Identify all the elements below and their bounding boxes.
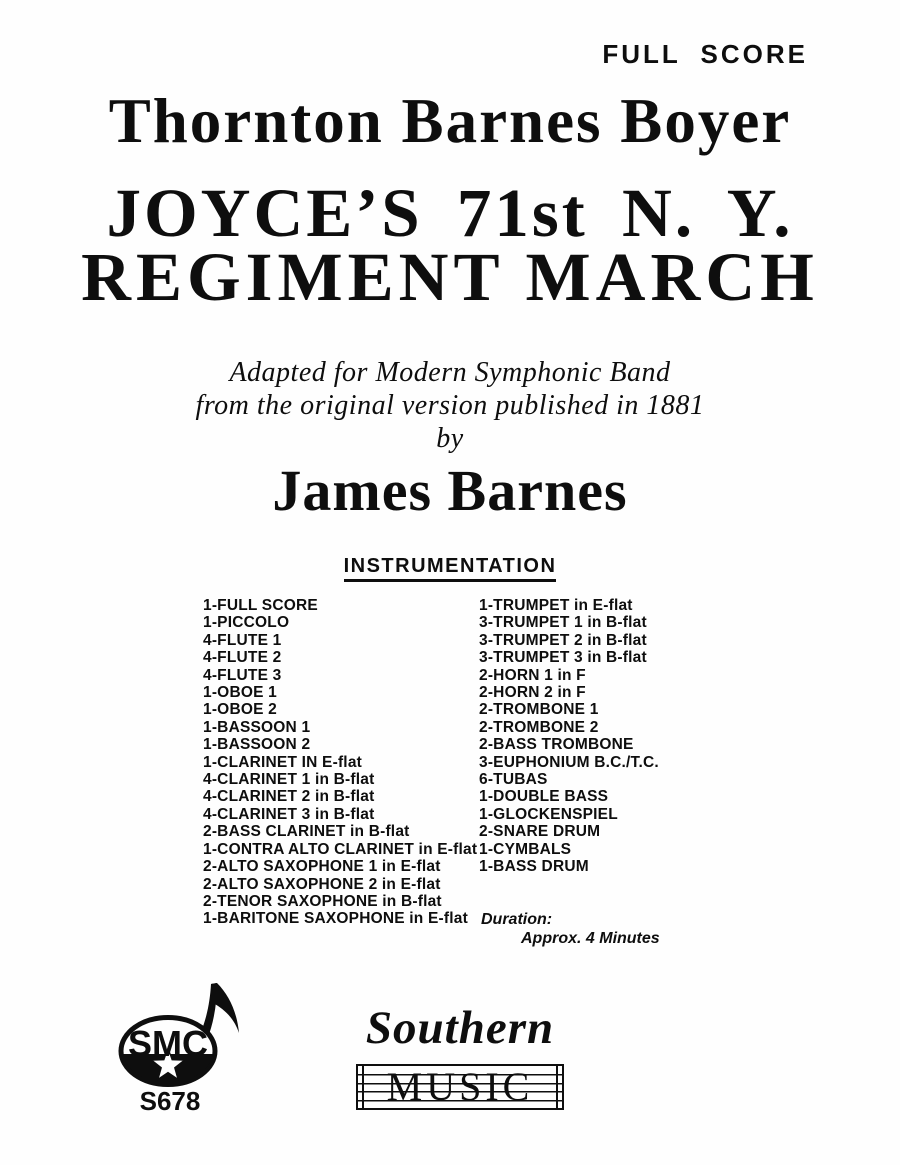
instrumentation-right-column <box>479 597 659 876</box>
instrument-line: 4-FLUTE 3 <box>203 666 282 684</box>
instrument-line: 1-DOUBLE BASS <box>479 788 609 806</box>
instrument-line: 1-BARITONE SAXOPHONE in E-flat <box>203 910 468 928</box>
instrument-line: 1-BASSOON 2 <box>203 736 311 754</box>
adaptation-note-line-2: from the original version published in 1881 <box>195 390 705 421</box>
adaptation-note-line-1: Adapted for Modern Symphonic Band <box>229 357 671 388</box>
instrument-line: 4-CLARINET 2 in B-flat <box>203 788 375 806</box>
instrument-line: 6-TUBAS <box>479 771 548 789</box>
instrument-line: 4-FLUTE 1 <box>203 631 282 649</box>
publisher-name-block: MUSIC <box>386 1064 534 1109</box>
instrument-line: 2-TROMBONE 2 <box>479 718 599 736</box>
catalog-number: S678 <box>139 1086 201 1116</box>
adaptation-note <box>0 356 900 455</box>
instrument-line: 2-SNARE DRUM <box>479 823 601 841</box>
instrument-line: 1-OBOE 1 <box>203 684 277 702</box>
duration-note <box>481 910 660 948</box>
instrument-line: 4-FLUTE 2 <box>203 649 282 667</box>
instrument-line: 2-ALTO SAXOPHONE 1 in E-flat <box>203 858 441 876</box>
smc-monogram: SMC <box>128 1023 208 1064</box>
duration-value: Approx. 4 Minutes <box>521 930 660 947</box>
instrumentation-heading: INSTRUMENTATION <box>0 555 900 582</box>
instrument-line: 2-TROMBONE 1 <box>479 701 599 719</box>
instrument-line: 1-OBOE 2 <box>203 701 277 719</box>
composer-name: Thornton Barnes Boyer <box>108 86 792 156</box>
instrument-line: 2-HORN 1 in F <box>479 666 586 684</box>
instrument-line: 2-HORN 2 in F <box>479 684 586 702</box>
instrument-line: 2-TENOR SAXOPHONE in B-flat <box>203 892 442 910</box>
instrument-line: 1-CYMBALS <box>479 840 572 858</box>
instrument-line: 1-CONTRA ALTO CLARINET in E-flat <box>203 840 478 858</box>
instrument-line: 3-TRUMPET 2 in B-flat <box>479 631 647 649</box>
adaptation-note-line-3: by <box>436 423 464 454</box>
publisher-name-script: Southern <box>365 1002 555 1054</box>
title-line-1: JOYCE’S 71st N. Y. <box>106 175 794 251</box>
instrument-line: 2-ALTO SAXOPHONE 2 in E-flat <box>203 875 441 893</box>
title-line-2: REGIMENT MARCH <box>81 239 819 315</box>
instrument-line: 1-BASS DRUM <box>479 858 589 876</box>
publisher-name-staff-box <box>356 1064 564 1110</box>
instrument-line: 1-TRUMPET in E-flat <box>479 597 633 614</box>
instrument-line: 3-EUPHONIUM B.C./T.C. <box>479 753 659 771</box>
instrumentation-left-column <box>203 597 477 928</box>
instrument-line: 1-CLARINET IN E-flat <box>203 753 362 771</box>
edition-label: FULL SCORE <box>602 39 808 69</box>
instrument-line: 2-BASS TROMBONE <box>479 736 634 754</box>
arranger-name: James Barnes <box>272 458 628 523</box>
instrument-line: 4-CLARINET 1 in B-flat <box>203 771 375 789</box>
instrument-line: 1-GLOCKENSPIEL <box>479 805 618 823</box>
smc-publisher-logo <box>112 980 252 1116</box>
instrument-line: 4-CLARINET 3 in B-flat <box>203 805 375 823</box>
duration-label: Duration: <box>481 911 553 928</box>
instrument-line: 3-TRUMPET 3 in B-flat <box>479 649 647 667</box>
instrument-line: 1-FULL SCORE <box>203 597 318 614</box>
instrument-line: 2-BASS CLARINET in B-flat <box>203 823 410 841</box>
instrument-line: 1-BASSOON 1 <box>203 718 311 736</box>
instrument-line: 1-PICCOLO <box>203 614 290 632</box>
instrument-line: 3-TRUMPET 1 in B-flat <box>479 614 647 632</box>
